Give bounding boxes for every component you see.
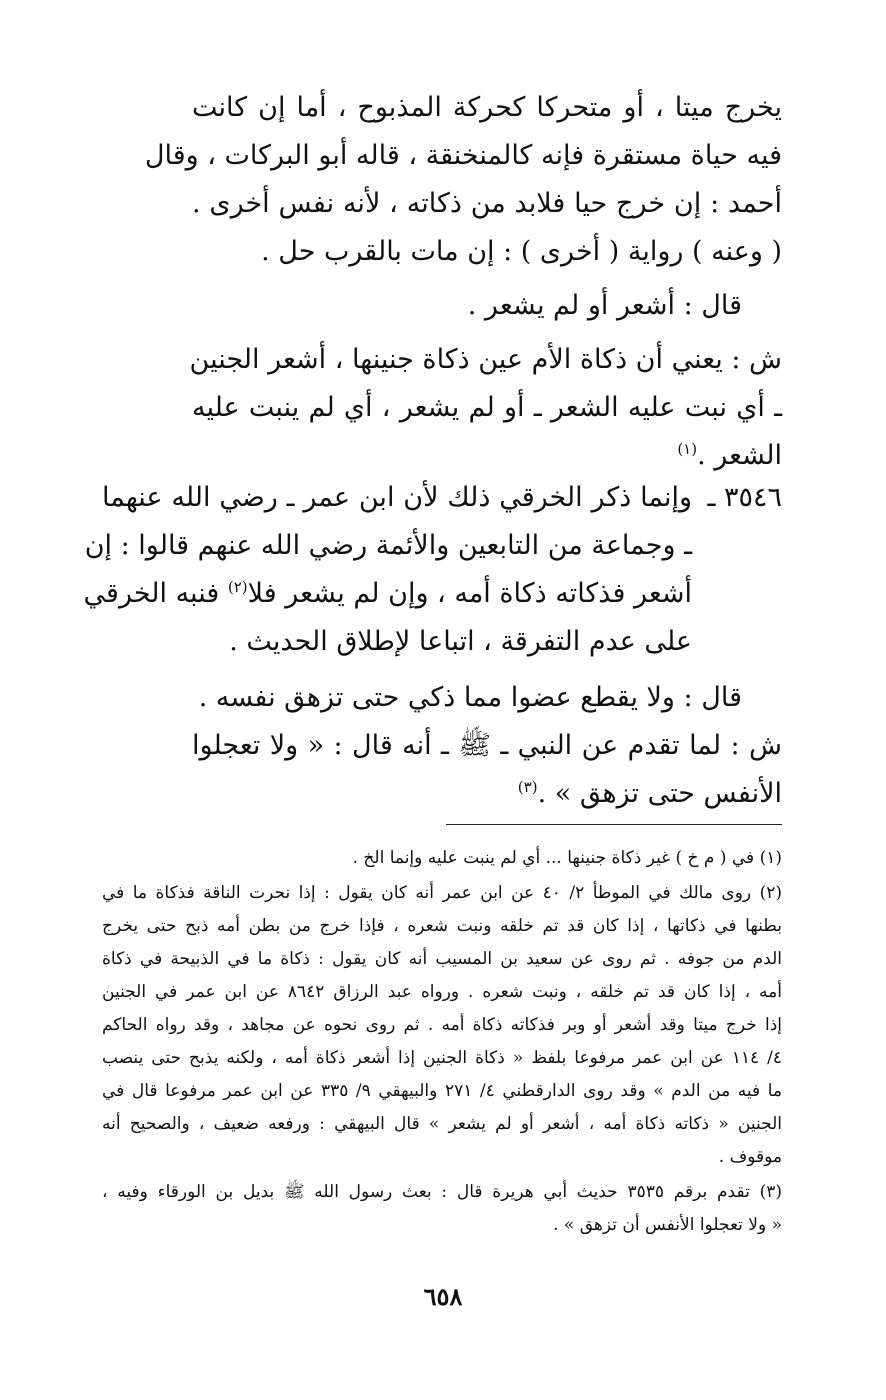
para1-line: ( وعنه ) رواية ( أخرى ) : إن مات بالقرب حل .	[261, 236, 782, 267]
footnote-line: موقوف .	[718, 1147, 782, 1167]
footnote-line: الدم من جوفه . ثم روى عن سعيد بن المسيب أنه كان يقول : ذكاة ما في الذبيحة في ذكاة	[102, 949, 782, 969]
entry-line: ـ وجماعة من التابعين والأئمة رضي الله عنهم قالوا : إن	[84, 530, 692, 561]
entry-line-tail: فنبه الخرقي	[83, 578, 228, 609]
footnote-line: (١) في ( م خ ) غير ذكاة جنينها ... أي لم ينبت عليه وإنما الخ .	[352, 848, 782, 868]
footnote-line: بطنها في ذكاتها ، إذا كان قد تم خلقه ونبت شعره ، فإذا خرج من بطن أمه ذبح حتى يخرج	[102, 916, 782, 936]
sharh1-line-last	[192, 432, 782, 480]
sharh1-line: ش : يعني أن ذكاة الأم عين ذكاة جنينها ، أشعر الجنين	[189, 344, 782, 375]
para1-line: فيه حياة مستقرة فإنه كالمنخنقة ، قاله أبو البركات ، وقال	[144, 140, 782, 171]
footnote-ref-3: (٣)	[517, 778, 538, 796]
main-text-2	[192, 674, 782, 818]
sharh2-text: الأنفس حتى تزهق » .	[537, 778, 782, 809]
entry-line-text: أشعر فذكاته ذكاة أمه ، وإن لم يشعر فلا	[247, 578, 692, 609]
footnote-line: « ولا تعجلوا الأنفس أن تزهق » .	[553, 1215, 782, 1235]
footnote-line: (٣) تقدم برقم ٣٥٣٥ حديث أبي هريرة قال : بعث رسول الله ﷺ بديل بن الورقاء وفيه ،	[102, 1182, 782, 1202]
entry-body	[83, 474, 692, 666]
entry-number: ٣٥٤٦ ـ	[707, 482, 782, 513]
qala-line-1: قال : أشعر أو لم يشعر .	[467, 290, 742, 321]
main-text	[144, 84, 782, 480]
para1-line: أحمد : إن خرج حيا فلابد من ذكاته ، لأنه نفس أخرى .	[192, 188, 782, 219]
footnote-separator	[446, 824, 782, 825]
entry-line-with-fn	[83, 570, 692, 618]
footnote-line: إذا خرج ميتا وقد أشعر أو وبر فذكاته ذكاة أمه . ثم روى نحوه عن مجاهد ، وقد رواه الحاكم	[102, 1015, 783, 1035]
para1-line: يخرج ميتا ، أو متحركا كحركة المذبوح ، أما إن كانت	[192, 92, 782, 123]
sharh1-text: الشعر .	[697, 440, 782, 471]
footnote-line: الجنين « ذكاته ذكاة أمه ، أشعر أو لم يشعر » قال البيهقي : ورفعه ضعيف ، والصحيح أنه	[102, 1114, 782, 1134]
sharh2-line-last	[192, 770, 782, 818]
entry-line: وإنما ذكر الخرقي ذلك لأن ابن عمر ـ رضي الله عنهما	[102, 482, 692, 513]
sharh1-line: ـ أي نبت عليه الشعر ـ أو لم يشعر ، أي لم ينبت عليه	[192, 392, 782, 423]
qala-line-2: قال : ولا يقطع عضوا مما ذكي حتى تزهق نفسه .	[198, 682, 742, 713]
footnote-ref-1: (١)	[677, 440, 698, 458]
page-number: ٦٥٨	[423, 1282, 463, 1311]
footnote-ref-2: (٢)	[227, 578, 248, 596]
sharh2-line: ش : لما تقدم عن النبي ـ ﷺ ـ أنه قال : « ولا تعجلوا	[192, 730, 782, 761]
footnote-line: ٤/ ١١٤ عن ابن عمر مرفوعا بلفظ « ذكاة الجنين إذا أشعر ذكاة أمه ، ولكنه يذبح حتى ينصب	[102, 1048, 783, 1068]
entry-line: على عدم التفرقة ، اتباعا لإطلاق الحديث .	[229, 626, 692, 657]
footnote-line: (٢) روى مالك في الموطأ ٢/ ٤٠ عن ابن عمر أنه كان يقول : إذا نحرت الناقة فذكاة ما في	[102, 883, 782, 903]
footnote-line: أمه ، إذا كان قد تم خلقه ، ونبت شعره . ورواه عبد الرزاق ٨٦٤٢ عن ابن عمر في الجنين	[102, 982, 782, 1002]
footnote-line: ما فيه من الدم » وقد روى الدارقطني ٤/ ٢٧١ والبيهقي ٩/ ٣٣٥ عن ابن عمر مرفوعا قال في	[102, 1081, 782, 1101]
footnotes	[102, 842, 782, 1242]
